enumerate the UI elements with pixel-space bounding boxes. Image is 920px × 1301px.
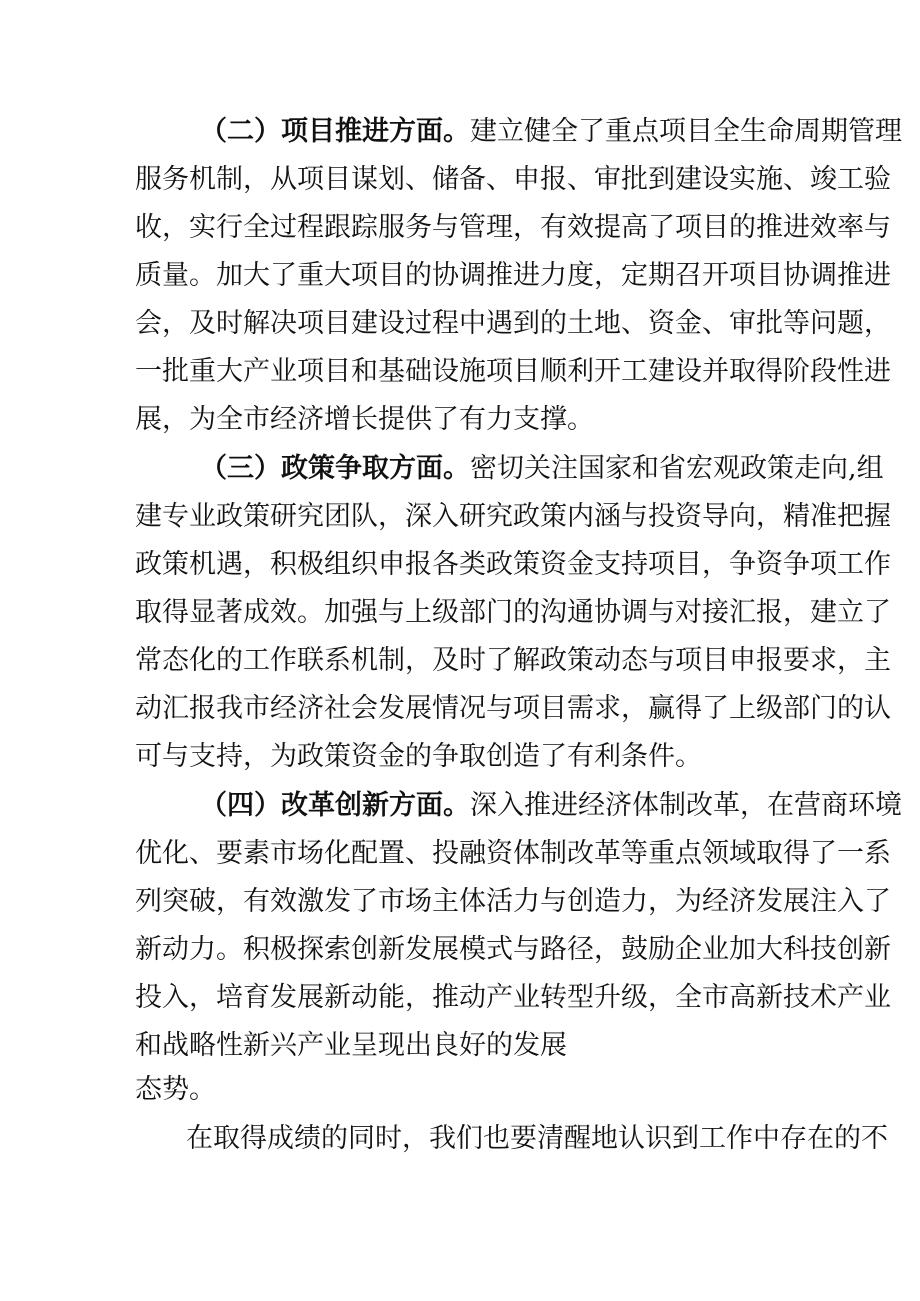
paragraph-2-line-3: 收，实行全过程跟踪服务与管理，有效提高了项目的推进效率与: [135, 212, 891, 243]
paragraph-4-line-5: 投入，培育发展新动能，推动产业转型升级，全市高新技术产业: [135, 982, 891, 1013]
paragraph-3-line-3: 政策机遇，积极组织申报各类政策资金支持项目，争资争项工作: [135, 549, 891, 580]
paragraph-2-heading: （二）项目推进方面。: [200, 116, 470, 147]
paragraph-4-heading: （四）改革创新方面。: [200, 790, 470, 821]
paragraph-4-line-1: [200, 782, 902, 830]
paragraph-2-line-1: [200, 108, 902, 156]
paragraph-3-heading: （三）政策争取方面。: [200, 453, 470, 484]
paragraph-2-line-2: 服务机制，从项目谋划、储备、申报、审批到建设实施、竣工验: [135, 164, 891, 195]
paragraph-3-line-1: [200, 445, 884, 493]
paragraph-3-line-4: 取得显著成效。加强与上级部门的沟通协调与对接汇报，建立了: [135, 597, 891, 628]
paragraph-4-line-7: 态势。: [135, 1074, 216, 1105]
paragraph-2-line-5: 会，及时解决项目建设过程中遇到的土地、资金、审批等问题，: [135, 308, 891, 339]
paragraph-3-line-2: 建专业政策研究团队，深入研究政策内涵与投资导向，精准把握: [135, 501, 891, 532]
paragraph-4-text: 深入推进经济体制改革，在营商环境: [470, 790, 902, 821]
paragraph-2-line-4: 质量。加大了重大项目的协调推进力度，定期召开项目协调推进: [135, 260, 891, 291]
paragraph-4-line-2: 优化、要素市场化配置、投融资体制改革等重点领域取得了一系: [135, 838, 891, 869]
closing-paragraph-line-1: 在取得成绩的同时，我们也要清醒地认识到工作中存在的不: [186, 1123, 888, 1154]
paragraph-2-text: 建立健全了重点项目全生命周期管理: [470, 116, 902, 147]
paragraph-4-line-4: 新动力。积极探索创新发展模式与路径，鼓励企业加大科技创新: [135, 934, 891, 965]
paragraph-3-line-7: 可与支持，为政策资金的争取创造了有利条件。: [135, 741, 702, 772]
paragraph-4-line-3: 列突破，有效激发了市场主体活力与创造力，为经济发展注入了: [135, 886, 891, 917]
paragraph-4-line-6: 和战略性新兴产业呈现出良好的发展: [135, 1030, 567, 1061]
paragraph-2-line-6: 一批重大产业项目和基础设施项目顺利开工建设并取得阶段性进: [135, 356, 891, 387]
paragraph-2-line-7: 展，为全市经济增长提供了有力支撑。: [135, 404, 594, 435]
paragraph-3-line-5: 常态化的工作联系机制，及时了解政策动态与项目申报要求，主: [135, 645, 891, 676]
paragraph-3-line-6: 动汇报我市经济社会发展情况与项目需求，赢得了上级部门的认: [135, 693, 891, 724]
paragraph-3-text: 密切关注国家和省宏观政策走向,组: [470, 453, 884, 484]
